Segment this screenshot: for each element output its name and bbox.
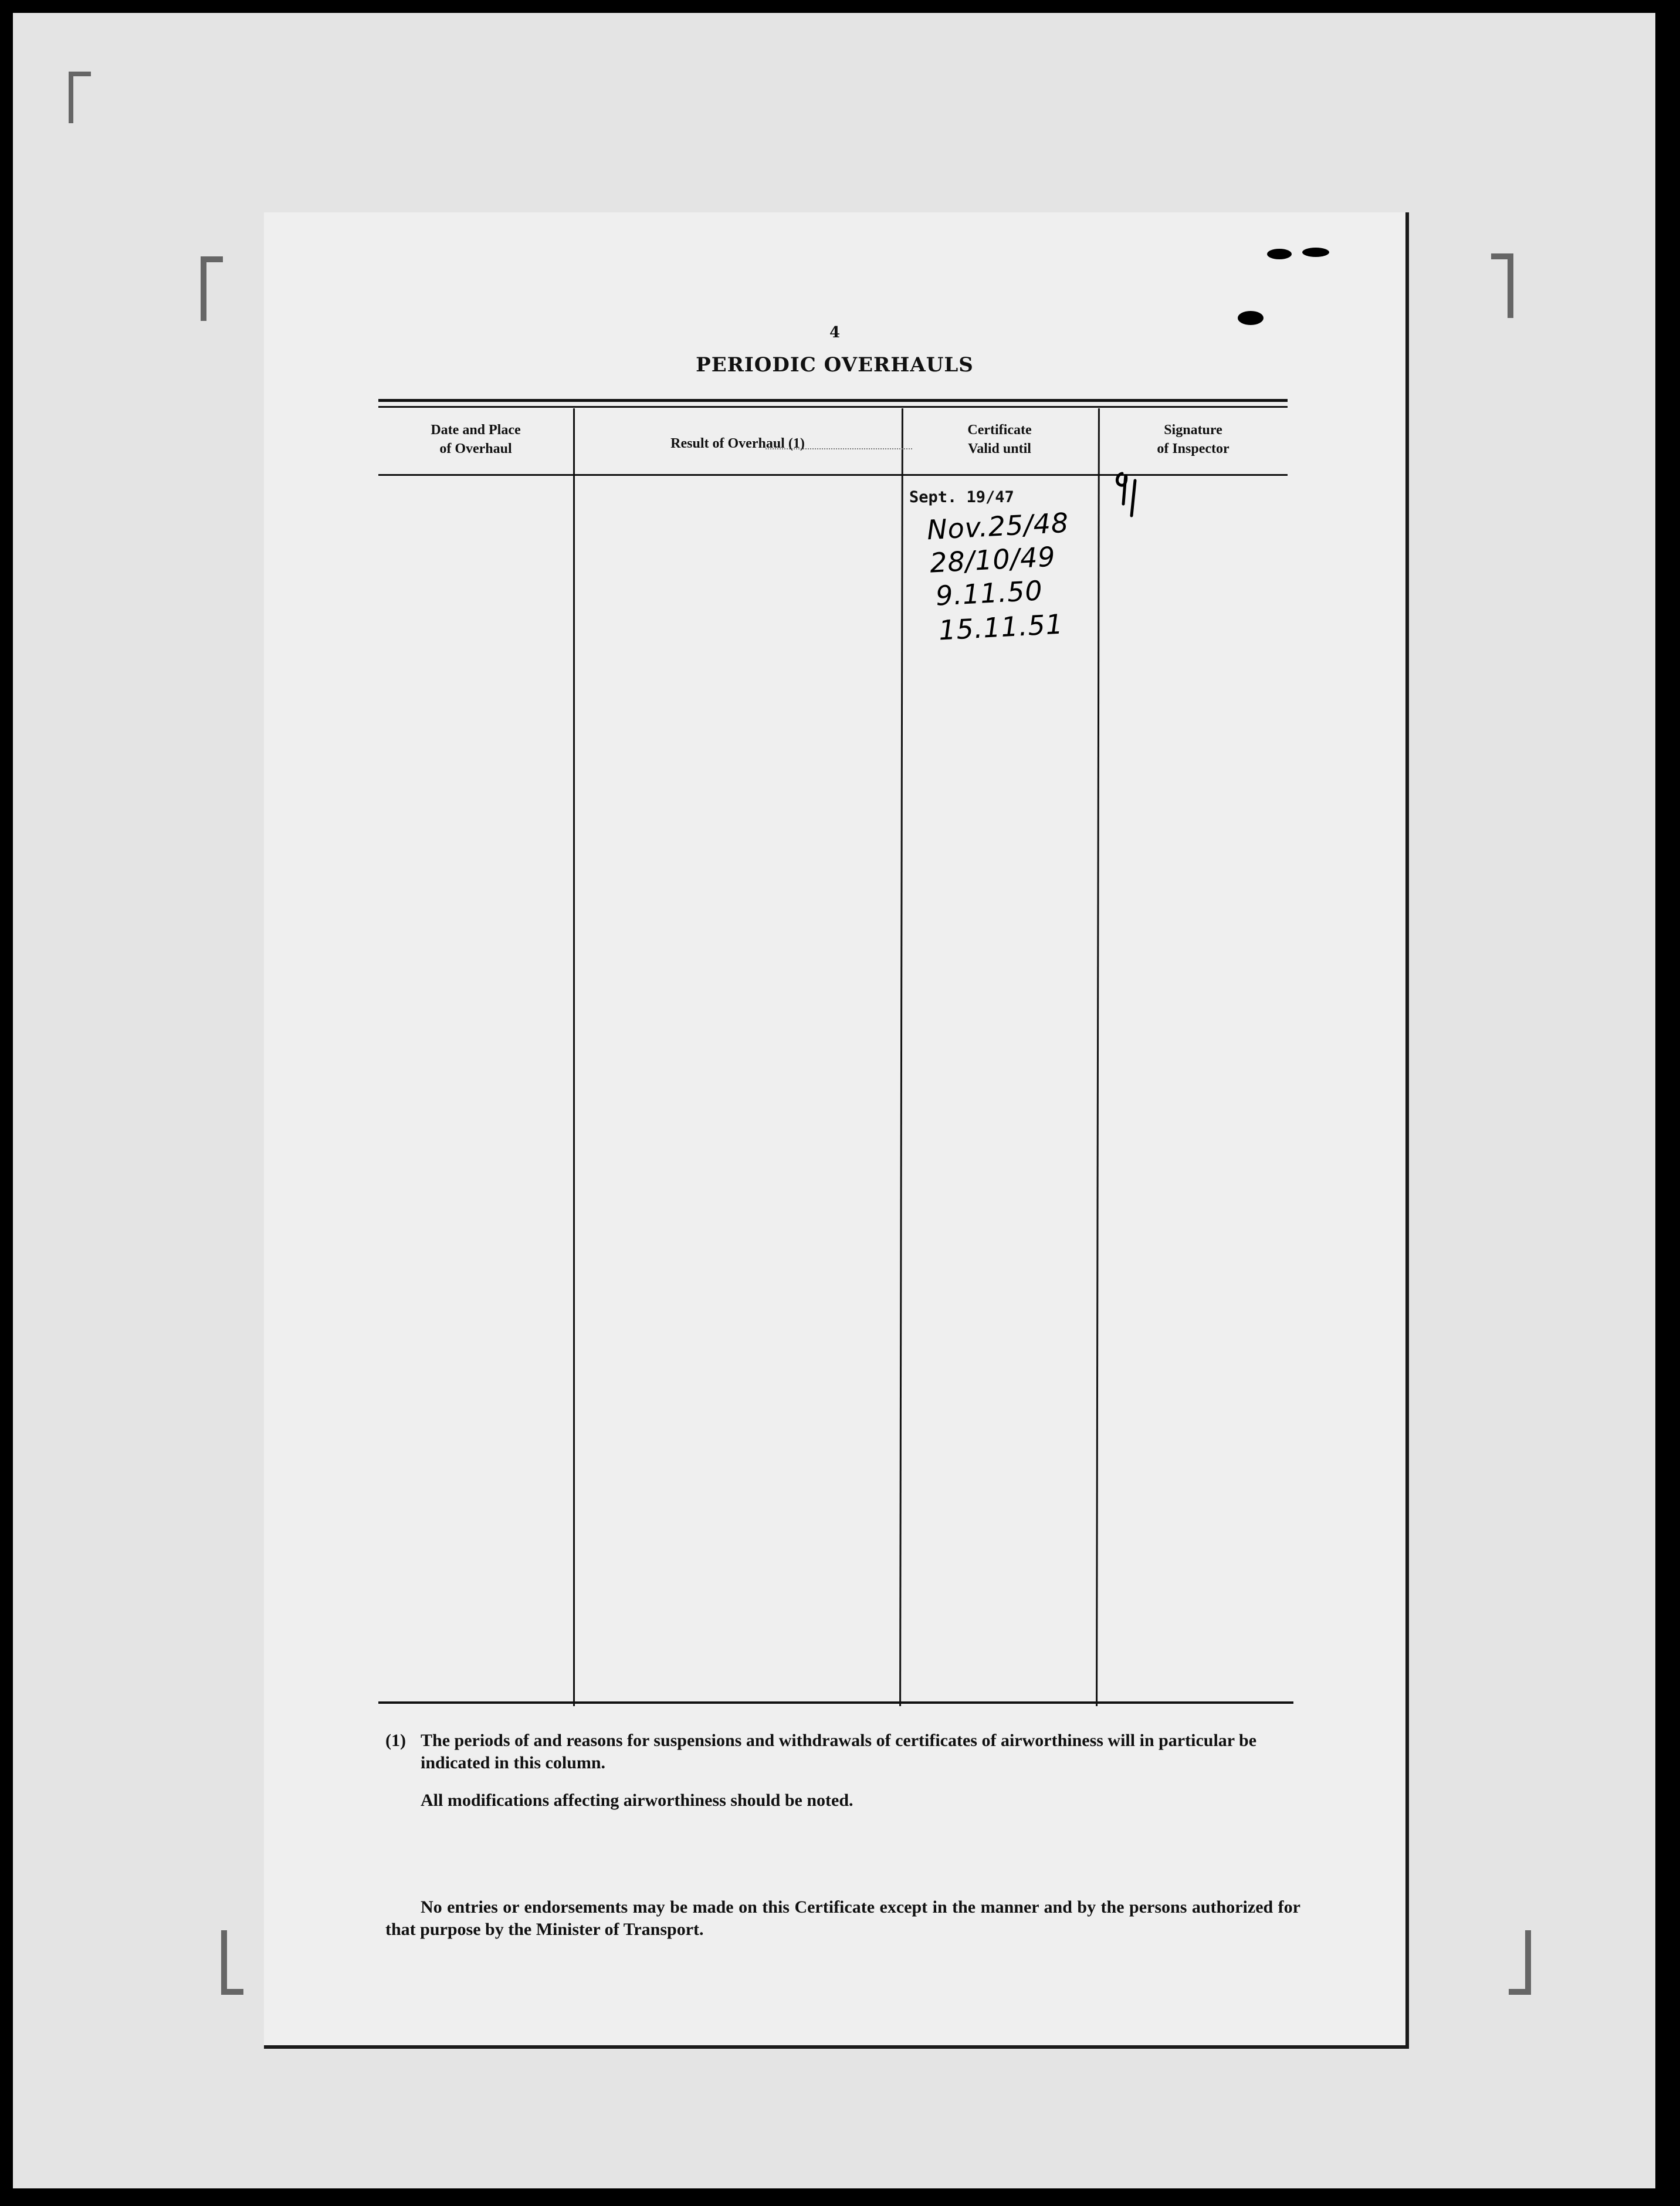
page-number: 4 bbox=[829, 324, 841, 341]
dotted-leader bbox=[766, 448, 912, 449]
crop-mark bbox=[69, 72, 91, 123]
column-divider bbox=[573, 408, 575, 1706]
document-page bbox=[264, 212, 1409, 2049]
table-top-rule bbox=[378, 399, 1288, 402]
handwritten-date: 9.11.50 bbox=[934, 574, 1044, 612]
header-result: Result of Overhaul (1) bbox=[670, 436, 805, 451]
handwritten-date: 28/10/49 bbox=[929, 540, 1056, 579]
ink-mark bbox=[1267, 249, 1292, 259]
footnote-marker: (1) bbox=[385, 1731, 406, 1750]
ink-mark bbox=[1302, 248, 1329, 257]
column-divider bbox=[1096, 408, 1100, 1706]
entries-note: No entries or endorsements may be made on this Certificate except in the manner and by the persons authorized for that purpose by the Minister of Transport. bbox=[385, 1897, 1300, 1939]
column-divider bbox=[899, 408, 903, 1706]
header-certificate-valid: Certificate Valid until bbox=[967, 422, 1032, 456]
crop-mark bbox=[221, 1930, 243, 1995]
table-top-rule bbox=[378, 406, 1288, 408]
table-bottom-rule bbox=[378, 1701, 1293, 1704]
crop-mark bbox=[201, 256, 223, 321]
header-signature: Signature of Inspector bbox=[1157, 422, 1229, 456]
header-date-place: Date and Place of Overhaul bbox=[431, 422, 521, 456]
crop-mark bbox=[1509, 1930, 1531, 1995]
modifications-note: All modifications affecting airworthiness should be noted. bbox=[421, 1791, 853, 1810]
crop-mark bbox=[1491, 253, 1513, 318]
scan-background bbox=[13, 13, 1655, 2188]
inspector-initials bbox=[1112, 469, 1147, 522]
table-header-rule bbox=[378, 474, 1288, 476]
page-title: PERIODIC OVERHAULS bbox=[696, 353, 974, 377]
handwritten-date: Nov.25/48 bbox=[926, 506, 1070, 546]
footnote-text: The periods of and reasons for suspensions and withdrawals of certificates of airworthiness will in particular be indicated in this column. bbox=[421, 1731, 1257, 1772]
ink-mark bbox=[1238, 311, 1264, 325]
handwritten-date: 15.11.51 bbox=[937, 608, 1065, 647]
certificate-stamp-date: Sept. 19/47 bbox=[909, 488, 1014, 506]
